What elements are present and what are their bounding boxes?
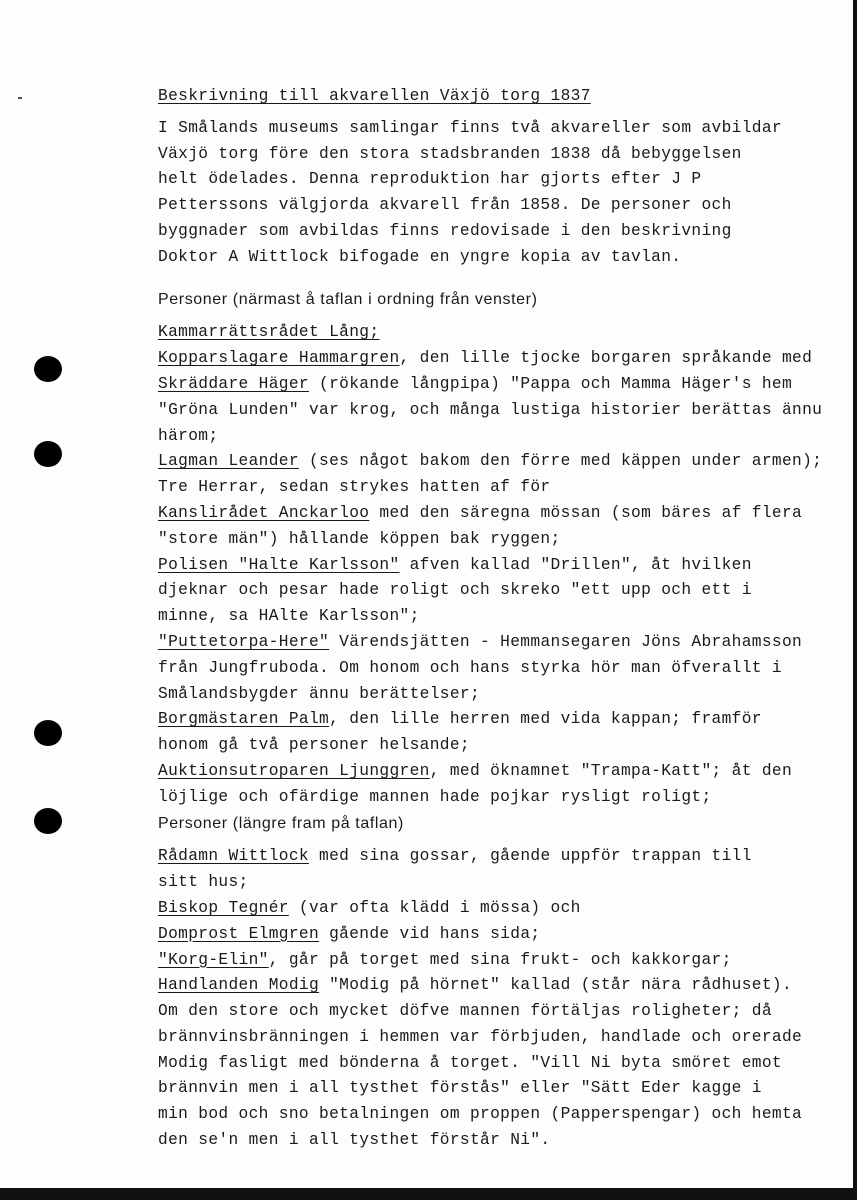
text-line (158, 922, 848, 948)
person-description: Smålandsbygder ännu berättelser; (158, 684, 481, 703)
text-line (158, 553, 848, 579)
punch-hole (34, 356, 62, 382)
person-description: , går på torget med sina frukt- och kakkorgar; (268, 950, 732, 969)
person-name: Polisen "Halte Karlsson" (158, 555, 400, 574)
intro-line: byggnader som avbildas finns redovisade i den beskrivning (158, 221, 732, 240)
text-line (158, 398, 848, 424)
person-description: "store män") hållande köppen bak ryggen; (158, 529, 561, 548)
person-description: , den lille herren med vida kappan; framför (329, 710, 762, 729)
person-name: Domprost Elmgren (158, 924, 320, 943)
persons-list-nearest (158, 320, 848, 810)
text-line (158, 1076, 848, 1102)
person-description: , med öknamnet "Trampa-Katt"; åt den (429, 761, 793, 780)
person-description: med den säregna mössan (som bäres af flera (369, 503, 803, 522)
intro-line: Växjö torg före den stora stadsbranden 1838 då bebyggelsen (158, 144, 742, 163)
person-name: Handlanden Modig (158, 976, 320, 995)
scan-edge-bottom (0, 1188, 857, 1200)
person-description: Om den store och mycket döfve mannen förtäljas roligheter; då (158, 1002, 772, 1021)
person-description: "Gröna Lunden" var krog, och många lustiga historier berättas ännu (158, 400, 823, 419)
intro-line: I Smålands museums samlingar finns två akvareller som avbildar (158, 118, 782, 137)
text-line (158, 948, 848, 974)
person-description: (rökande långpipa) "Pappa och Mamma Häger's hem (308, 374, 793, 393)
person-description: djeknar och pesar hade roligt och skreko "ett upp och ett i (158, 581, 752, 600)
person-name: Kanslirådet Anckarloo (158, 503, 370, 522)
person-name: Skräddare Häger (158, 374, 309, 393)
text-line (158, 656, 848, 682)
person-description: gående vid hans sida; (319, 924, 541, 943)
person-description: från Jungfruboda. Om honom och hans styrka hör man öfverallt i (158, 658, 782, 677)
text-line (158, 999, 848, 1025)
text-line (158, 1102, 848, 1128)
text-line (158, 759, 848, 785)
person-name: Kopparslagare Hammargren (158, 349, 400, 368)
text-line (158, 449, 848, 475)
text-line (158, 896, 848, 922)
person-description: min bod och sno betalningen om proppen (Papperspengar) och hemta (158, 1105, 803, 1124)
text-line (158, 733, 848, 759)
person-description: Tre Herrar, sedan strykes hatten af för (158, 478, 551, 497)
document-title: Beskrivning till akvarellen Växjö torg 1837 (158, 87, 591, 105)
person-name: Kammarrättsrådet Lång; (158, 323, 380, 342)
person-description: minne, sa HAlte Karlsson"; (158, 607, 420, 626)
person-description: brännvinsbränningen i hemmen var förbjuden, handlade och orerade (158, 1027, 803, 1046)
text-line (158, 1128, 848, 1154)
person-description: sitt hus; (158, 873, 249, 892)
text-line (158, 1051, 848, 1077)
intro-line: Doktor A Wittlock bifogade en yngre kopia av tavlan. (158, 247, 682, 266)
person-name: Biskop Tegnér (158, 898, 289, 917)
text-line (158, 630, 848, 656)
person-description: med sina gossar, gående uppför trappan till (308, 847, 752, 866)
person-description: (ses något bakom den förre med käppen under armen); (298, 452, 823, 471)
persons-list-further (158, 844, 848, 1154)
person-description: den se'n men i all tysthet förstår Ni". (158, 1131, 551, 1150)
person-name: "Korg-Elin" (158, 950, 269, 969)
person-description: härom; (158, 426, 219, 445)
person-description: (var ofta klädd i mössa) och (288, 898, 581, 917)
text-line (158, 372, 848, 398)
text-line (158, 1025, 848, 1051)
intro-line: Petterssons välgjorda akvarell från 1858. De personer och (158, 196, 732, 215)
section-heading-further: Personer (längre fram på taflan) (158, 814, 404, 832)
text-line (158, 320, 848, 346)
text-line (158, 346, 848, 372)
intro-line: helt ödelades. Denna reproduktion har gjorts efter J P (158, 170, 702, 189)
text-line (158, 973, 848, 999)
text-line (158, 870, 848, 896)
section-heading-nearest: Personer (närmast å taflan i ordning från venster) (158, 290, 538, 308)
person-description: Modig fasligt med bönderna å torget. "Vill Ni byta smöret emot (158, 1053, 782, 1072)
person-name: Lagman Leander (158, 452, 299, 471)
person-description: brännvin men i all tysthet förstås" eller "Sätt Eder kagge i (158, 1079, 762, 1098)
person-description: Värendsjätten - Hemmansegaren Jöns Abrahamsson (329, 632, 803, 651)
person-name: Rådamn Wittlock (158, 847, 309, 866)
text-line (158, 501, 848, 527)
punch-hole (34, 808, 62, 834)
text-line (158, 844, 848, 870)
person-description: honom gå två personer helsande; (158, 736, 470, 755)
text-line (158, 604, 848, 630)
person-description: afven kallad "Drillen", åt hvilken (399, 555, 752, 574)
person-name: Borgmästaren Palm (158, 710, 330, 729)
punch-hole (34, 720, 62, 746)
person-name: Auktionsutroparen Ljunggren (158, 761, 430, 780)
margin-mark (18, 97, 22, 99)
text-line (158, 424, 848, 450)
person-description: löjlige och ofärdige mannen hade pojkar rysligt roligt; (158, 787, 712, 806)
document-body (158, 84, 848, 1154)
intro-paragraph (158, 116, 848, 271)
person-name: "Puttetorpa-Here" (158, 632, 330, 651)
text-line (158, 785, 848, 811)
person-description: "Modig på hörnet" kallad (står nära rådhuset). (319, 976, 793, 995)
scan-edge-right (853, 0, 857, 1200)
person-description: , den lille tjocke borgaren språkande med (399, 349, 813, 368)
text-line (158, 527, 848, 553)
text-line (158, 475, 848, 501)
text-line (158, 578, 848, 604)
punch-hole (34, 441, 62, 467)
text-line (158, 707, 848, 733)
text-line (158, 682, 848, 708)
